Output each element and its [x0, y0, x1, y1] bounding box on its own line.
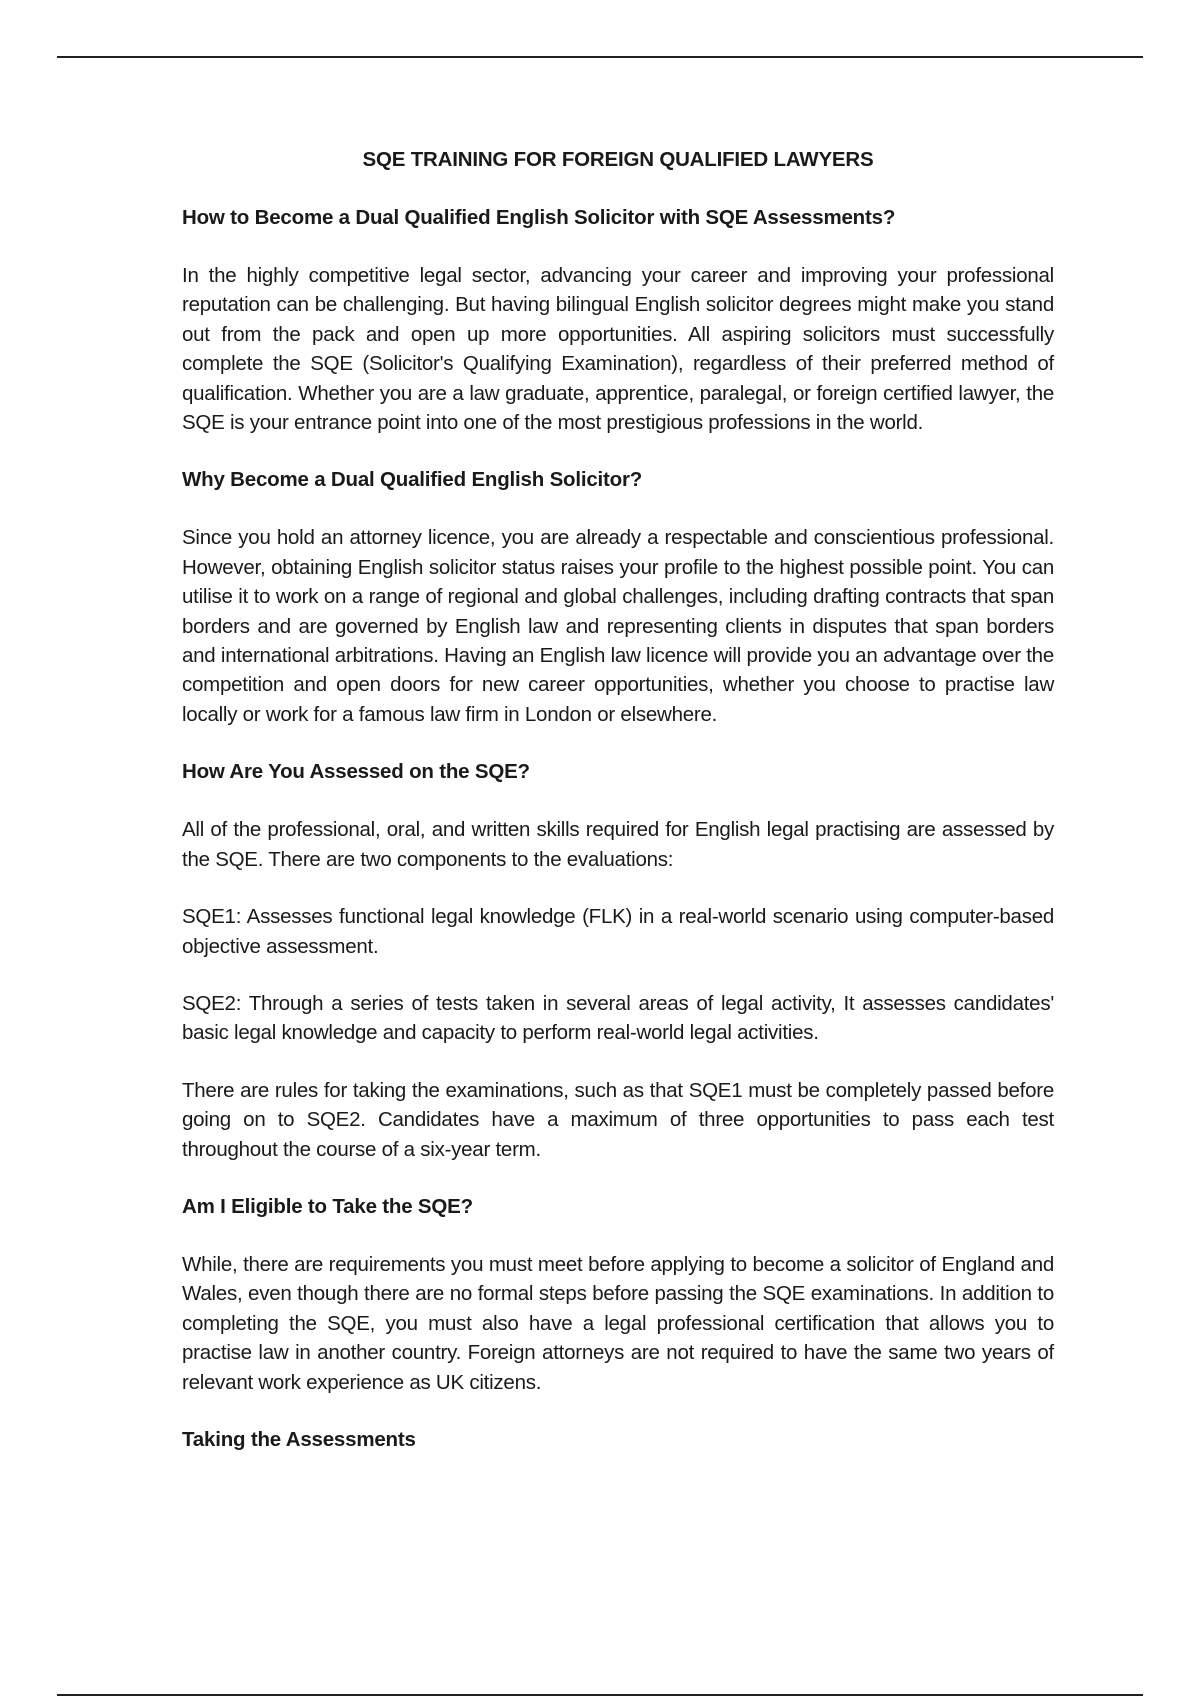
document-body — [182, 145, 1054, 1483]
section-eligibility — [182, 1192, 1054, 1397]
section-heading: How to Become a Dual Qualified English Solicitor with SQE Assessments? — [182, 206, 896, 229]
paragraph: In the highly competitive legal sector, advancing your career and improving your professional reputation can be challenging. But having bilingual English solicitor degrees might make you stand out from the pack and open up more opportunities. All aspiring solicitors must successfully complete the SQE (Solicitor's Qualifying Examination), regardless of their preferred method of qualification. Whether you are a law graduate, apprentice, paralegal, or foreign certified lawyer, the SQE is your entrance point into one of the most prestigious professions in the world. — [182, 264, 1054, 435]
section-dual-qualified — [182, 203, 1054, 437]
section-heading: Why Become a Dual Qualified English Solicitor? — [182, 468, 643, 492]
paragraph: Since you hold an attorney licence, you are already a respectable and conscientious professional. However, obtaining English solicitor status raises your profile to the highest possible point. You can utilise it to work on a range of regional and global challenges, including drafting contracts that span borders and are governed by English law and representing clients in disputes that span borders and international arbitrations. Having an English law licence will provide you an advantage over the competition and open doors for new career opportunities, whether you choose to practise law locally or work for a famous law firm in London or elsewhere. — [182, 526, 1054, 726]
paragraph: All of the professional, oral, and written skills required for English legal practising are assessed by the SQE. There are two components to the evaluations: — [182, 818, 1054, 871]
header-rule — [57, 56, 1143, 58]
section-heading: Taking the Assessments — [182, 1427, 416, 1451]
section-heading: How Are You Assessed on the SQE? — [182, 760, 530, 784]
paragraph-sqe2: SQE2: Through a series of tests taken in several areas of legal activity, It assesses candidates' basic legal knowledge and capacity to perform real-world legal activities. — [182, 991, 1054, 1045]
section-how-assessed — [182, 757, 1054, 1164]
footer-rule — [57, 1694, 1143, 1696]
section-why-become — [182, 465, 1054, 729]
section-heading: Am I Eligible to Take the SQE? — [182, 1194, 473, 1218]
paragraph: There are rules for taking the examinations, such as that SQE1 must be completely passed before going on to SQE2. Candidates have a maximum of three opportunities to pass each test throughout the course of a six-year term. — [182, 1078, 1054, 1161]
section-taking-assessments — [182, 1425, 1054, 1455]
paragraph: While, there are requirements you must meet before applying to become a solicitor of England and Wales, even though there are no formal steps before passing the SQE examinations. In addition to completing the SQE, you must also have a legal professional certification that allows you to practise law in another country. Foreign attorneys are not required to have the same two years of relevant work experience as UK citizens. — [182, 1252, 1054, 1394]
paragraph-sqe1: SQE1: Assesses functional legal knowledge (FLK) in a real-world scenario using computer-based objective assessment. — [182, 905, 1054, 958]
document-title: SQE TRAINING FOR FOREIGN QUALIFIED LAWYERS — [362, 148, 874, 171]
